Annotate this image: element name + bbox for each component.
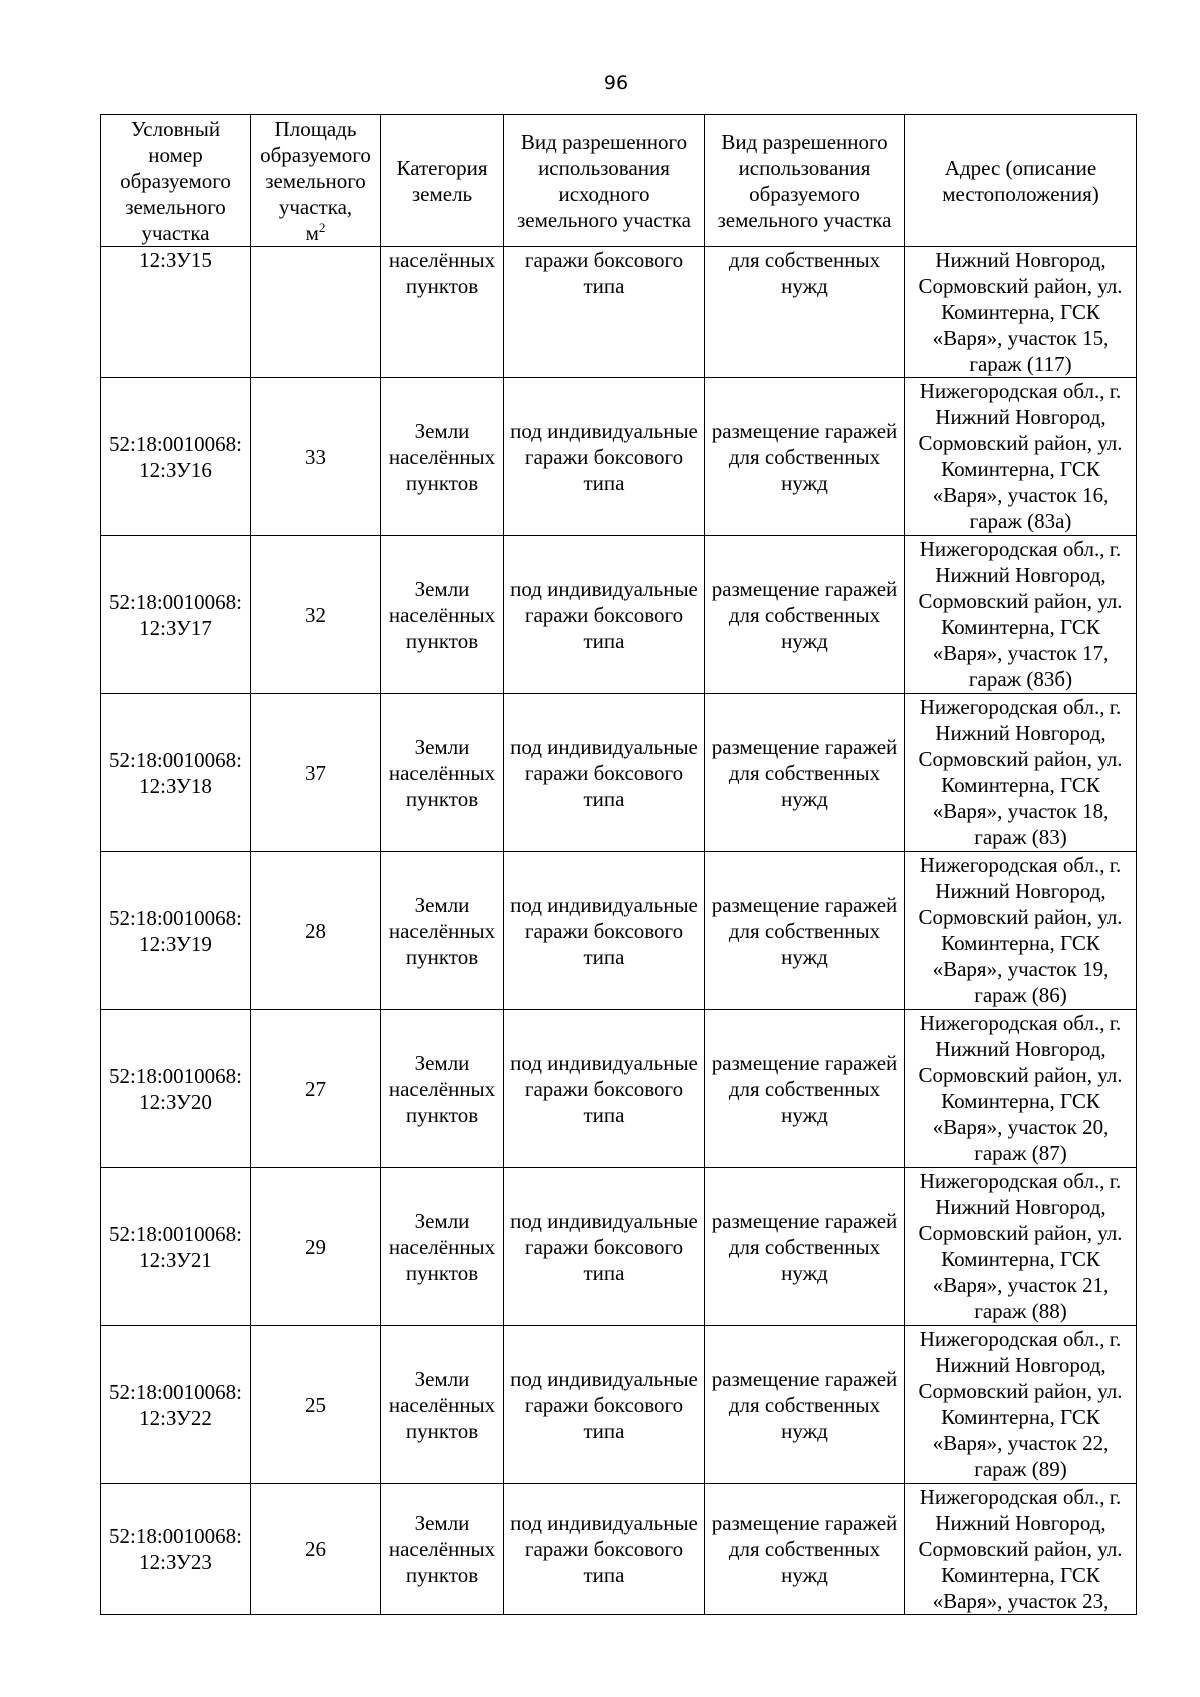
cell-address: Нижегородская обл., г. Нижний Новгород, Сормовский район, ул. Коминтерна, ГСК «Варя», участок 17, гараж (83б) (905, 536, 1137, 694)
header-plot-area-text: Площадь образуемого земельного участка, м (260, 116, 371, 245)
cell-land-category: Земли населённых пунктов (381, 1484, 504, 1615)
cell-land-category: Земли населённых пунктов (381, 694, 504, 852)
cell-address: Нижегородская обл., г. Нижний Новгород, Сормовский район, ул. Коминтерна, ГСК «Варя», участок 18, гараж (83) (905, 694, 1137, 852)
table-row (101, 1326, 1137, 1484)
cell-land-category: Земли населённых пунктов (381, 1168, 504, 1326)
cell-plot-number: 52:18:0010068: 12:ЗУ20 (101, 1010, 251, 1168)
cell-plot-area: 27 (251, 1010, 381, 1168)
cell-address: Нижегородская обл., г. Нижний Новгород, Сормовский район, ул. Коминтерна, ГСК «Варя», участок 23, (905, 1484, 1137, 1615)
header-plot-number: Условный номер образуемого земельного участка (101, 115, 251, 247)
header-plot-area (251, 115, 381, 247)
table-row (101, 1010, 1137, 1168)
cell-plot-area: 25 (251, 1326, 381, 1484)
cell-address: Нижегородская обл., г. Нижний Новгород, Сормовский район, ул. Коминтерна, ГСК «Варя», участок 21, гараж (88) (905, 1168, 1137, 1326)
cell-target-permitted-use: для собственных нужд (705, 247, 905, 378)
table-row (101, 694, 1137, 852)
cell-source-permitted-use: гаражи боксового типа (504, 247, 705, 378)
cell-land-category: Земли населённых пунктов (381, 852, 504, 1010)
cell-source-permitted-use: под индивидуальные гаражи боксового типа (504, 1326, 705, 1484)
cell-source-permitted-use: под индивидуальные гаражи боксового типа (504, 378, 705, 536)
cell-target-permitted-use: размещение гаражей для собственных нужд (705, 1484, 905, 1615)
cell-plot-number: 52:18:0010068: 12:ЗУ18 (101, 694, 251, 852)
table-row (101, 1484, 1137, 1615)
cell-plot-area (251, 247, 381, 378)
cell-target-permitted-use: размещение гаражей для собственных нужд (705, 378, 905, 536)
cell-source-permitted-use: под индивидуальные гаражи боксового типа (504, 1010, 705, 1168)
cell-target-permitted-use: размещение гаражей для собственных нужд (705, 694, 905, 852)
cell-target-permitted-use: размещение гаражей для собственных нужд (705, 536, 905, 694)
cell-address: Нижегородская обл., г. Нижний Новгород, Сормовский район, ул. Коминтерна, ГСК «Варя», участок 19, гараж (86) (905, 852, 1137, 1010)
header-source-permitted-use: Вид разрешенного использования исходного земельного участка (504, 115, 705, 247)
table-row (101, 852, 1137, 1010)
cell-plot-area: 32 (251, 536, 381, 694)
cell-source-permitted-use: под индивидуальные гаражи боксового типа (504, 694, 705, 852)
header-target-permitted-use: Вид разрешенного использования образуемого земельного участка (705, 115, 905, 247)
table-row (101, 1168, 1137, 1326)
cell-land-category: Земли населённых пунктов (381, 1010, 504, 1168)
cell-source-permitted-use: под индивидуальные гаражи боксового типа (504, 852, 705, 1010)
cell-plot-number: 52:18:0010068: 12:ЗУ21 (101, 1168, 251, 1326)
cell-plot-number: 52:18:0010068: 12:ЗУ17 (101, 536, 251, 694)
header-land-category: Категория земель (381, 115, 504, 247)
table-row (101, 536, 1137, 694)
cell-plot-area: 29 (251, 1168, 381, 1326)
table-row (101, 378, 1137, 536)
header-address: Адрес (описание местоположения) (905, 115, 1137, 247)
cell-plot-number: 52:18:0010068: 12:ЗУ23 (101, 1484, 251, 1615)
cell-plot-area: 33 (251, 378, 381, 536)
cell-land-category: населённых пунктов (381, 247, 504, 378)
land-plots-table (100, 114, 1137, 1615)
cell-source-permitted-use: под индивидуальные гаражи боксового типа (504, 1484, 705, 1615)
cell-land-category: Земли населённых пунктов (381, 536, 504, 694)
cell-land-category: Земли населённых пунктов (381, 1326, 504, 1484)
cell-address: Нижегородская обл., г. Нижний Новгород, Сормовский район, ул. Коминтерна, ГСК «Варя», участок 16, гараж (83а) (905, 378, 1137, 536)
table-row (101, 247, 1137, 378)
cell-land-category: Земли населённых пунктов (381, 378, 504, 536)
cell-address: Нижний Новгород, Сормовский район, ул. Коминтерна, ГСК «Варя», участок 15, гараж (117) (905, 247, 1137, 378)
cell-target-permitted-use: размещение гаражей для собственных нужд (705, 852, 905, 1010)
cell-plot-number: 52:18:0010068: 12:ЗУ19 (101, 852, 251, 1010)
cell-target-permitted-use: размещение гаражей для собственных нужд (705, 1326, 905, 1484)
page-number: 96 (603, 72, 629, 94)
cell-address: Нижегородская обл., г. Нижний Новгород, Сормовский район, ул. Коминтерна, ГСК «Варя», участок 20, гараж (87) (905, 1010, 1137, 1168)
cell-target-permitted-use: размещение гаражей для собственных нужд (705, 1010, 905, 1168)
cell-source-permitted-use: под индивидуальные гаражи боксового типа (504, 1168, 705, 1326)
table-header-row (101, 115, 1137, 247)
header-area-unit-superscript: 2 (318, 219, 326, 235)
cell-address: Нижегородская обл., г. Нижний Новгород, Сормовский район, ул. Коминтерна, ГСК «Варя», участок 22, гараж (89) (905, 1326, 1137, 1484)
cell-source-permitted-use: под индивидуальные гаражи боксового типа (504, 536, 705, 694)
cell-plot-number: 12:ЗУ15 (101, 247, 251, 378)
cell-target-permitted-use: размещение гаражей для собственных нужд (705, 1168, 905, 1326)
cell-plot-area: 28 (251, 852, 381, 1010)
cell-plot-number: 52:18:0010068: 12:ЗУ16 (101, 378, 251, 536)
cell-plot-number: 52:18:0010068: 12:ЗУ22 (101, 1326, 251, 1484)
cell-plot-area: 37 (251, 694, 381, 852)
cell-plot-area: 26 (251, 1484, 381, 1615)
